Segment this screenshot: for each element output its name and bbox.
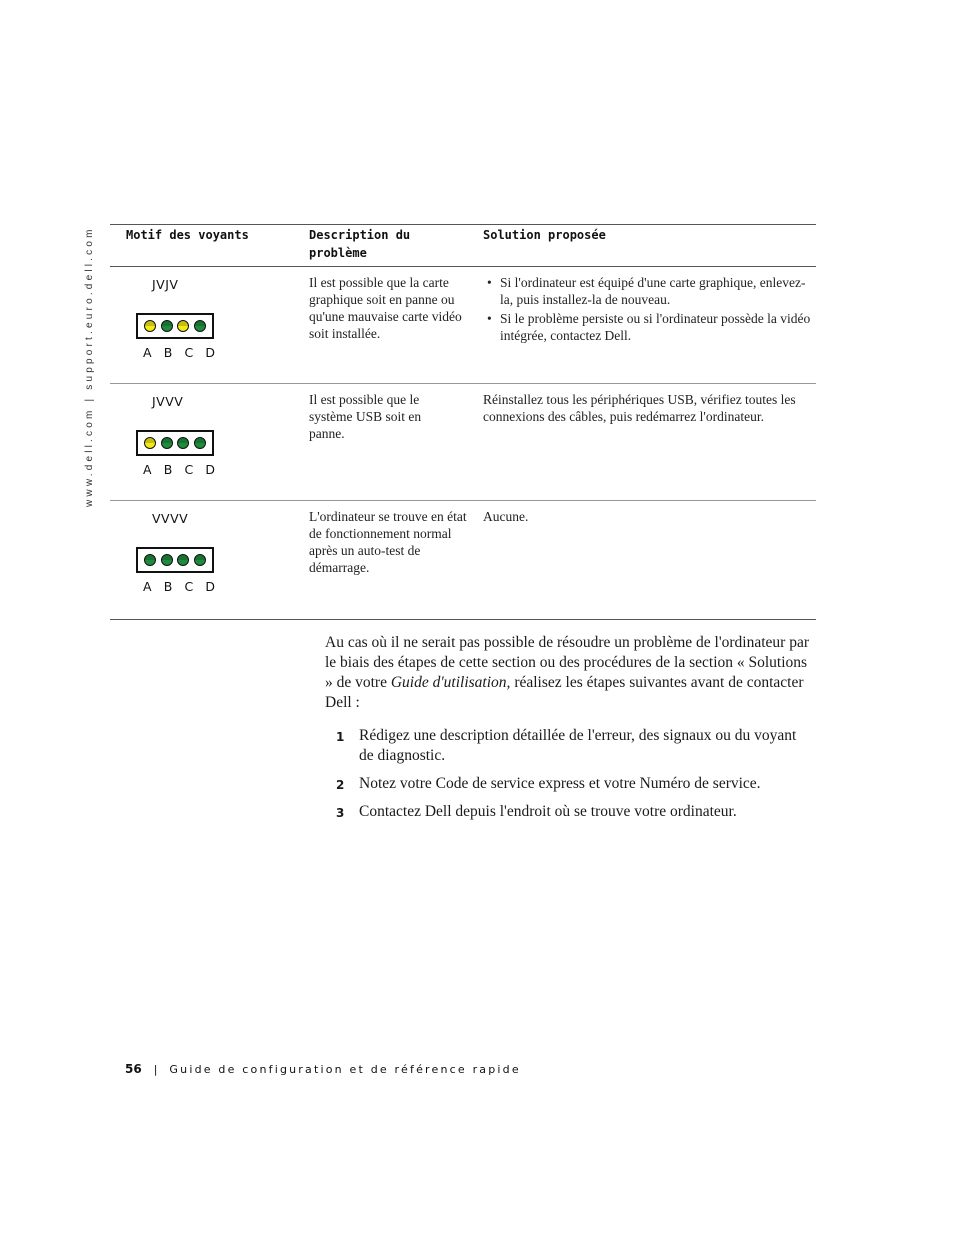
step-text: Notez votre Code de service express et votre Numéro de service. xyxy=(359,775,761,792)
header-description-line1: Description du xyxy=(309,228,411,242)
table-top-rule xyxy=(110,224,816,225)
problem-description: Il est possible que le système USB soit en panne. xyxy=(309,392,422,441)
step-text: Rédigez une description détaillée de l'erreur, des signaux ou du voyant de diagnostic. xyxy=(359,727,797,764)
led-pattern-code: VVVV xyxy=(152,511,189,526)
step-text: Contactez Dell depuis l'endroit où se trouve votre ordinateur. xyxy=(359,803,737,820)
steps-list xyxy=(336,726,806,830)
problem-description: Il est possible que la carte graphique soit en panne ou qu'une mauvaise carte vidéo soit installée. xyxy=(309,275,462,341)
led-label-d: D xyxy=(205,462,215,477)
table-row xyxy=(110,384,816,501)
step-number: 1 xyxy=(336,730,345,744)
led-c-green xyxy=(177,437,189,449)
led-d-green xyxy=(194,437,206,449)
led-a-yellow xyxy=(144,437,156,449)
step-number: 2 xyxy=(336,778,345,792)
footer-title: Guide de configuration et de référence rapide xyxy=(169,1063,521,1076)
led-panel xyxy=(136,430,214,456)
led-label-a: A xyxy=(143,345,152,360)
led-label-a: A xyxy=(143,579,152,594)
led-c-yellow xyxy=(177,320,189,332)
led-label-c: C xyxy=(184,345,194,360)
page-number: 56 xyxy=(125,1062,142,1076)
list-item xyxy=(336,774,806,794)
solution-bullet: • Si l'ordinateur est équipé d'une carte graphique, enlevez-la, puis installez-la de nouveau. xyxy=(487,275,806,307)
list-item xyxy=(336,802,806,822)
led-labels xyxy=(143,462,215,477)
led-d-green xyxy=(194,320,206,332)
led-panel xyxy=(136,547,214,573)
led-label-a: A xyxy=(143,462,152,477)
led-label-d: D xyxy=(205,345,215,360)
led-labels xyxy=(143,345,215,360)
led-a-green xyxy=(144,554,156,566)
led-labels xyxy=(143,579,215,594)
solution: Réinstallez tous les périphériques USB, vérifiez toutes les connexions des câbles, puis redémarrez l'ordinateur. xyxy=(483,392,796,424)
sidebar-url: www.dell.com | support.euro.dell.com xyxy=(84,226,95,507)
led-label-b: B xyxy=(163,462,173,477)
list-item xyxy=(336,726,806,766)
led-b-green xyxy=(161,320,173,332)
solution xyxy=(483,274,815,346)
led-label-c: C xyxy=(184,462,194,477)
intro-paragraph: Au cas où il ne serait pas possible de résoudre un problème de l'ordinateur par le biais des étapes de cette section ou des procédures de la section « Solutions » de votre Guide d'utilisation, réalisez les étapes suivantes avant de contacter Dell : xyxy=(325,634,810,711)
led-label-b: B xyxy=(163,579,173,594)
header-pattern: Motif des voyants xyxy=(126,228,249,242)
led-label-c: C xyxy=(184,579,194,594)
table-bottom-rule xyxy=(110,619,816,620)
led-b-green xyxy=(161,437,173,449)
led-b-green xyxy=(161,554,173,566)
step-number: 3 xyxy=(336,806,345,820)
page-footer xyxy=(125,1062,521,1076)
led-panel xyxy=(136,313,214,339)
led-a-yellow xyxy=(144,320,156,332)
problem-description: L'ordinateur se trouve en état de fonctionnement normal après un auto-test de démarrage. xyxy=(309,509,467,575)
footer-separator: | xyxy=(153,1063,158,1076)
solution-bullet: • Si le problème persiste ou si l'ordinateur possède la vidéo intégrée, contactez Dell. xyxy=(487,311,811,343)
header-description-line2: problème xyxy=(309,246,367,260)
guide-title-italic: Guide d'utilisation, xyxy=(390,674,511,691)
header-description xyxy=(309,226,410,262)
led-pattern-code: JVVV xyxy=(152,394,184,409)
table-row xyxy=(110,501,816,619)
led-c-green xyxy=(177,554,189,566)
led-label-b: B xyxy=(163,345,173,360)
table-row xyxy=(110,267,816,384)
header-solution: Solution proposée xyxy=(483,228,606,242)
led-d-green xyxy=(194,554,206,566)
led-label-d: D xyxy=(205,579,215,594)
solution: Aucune. xyxy=(483,509,529,524)
led-pattern-code: JVJV xyxy=(152,277,179,292)
